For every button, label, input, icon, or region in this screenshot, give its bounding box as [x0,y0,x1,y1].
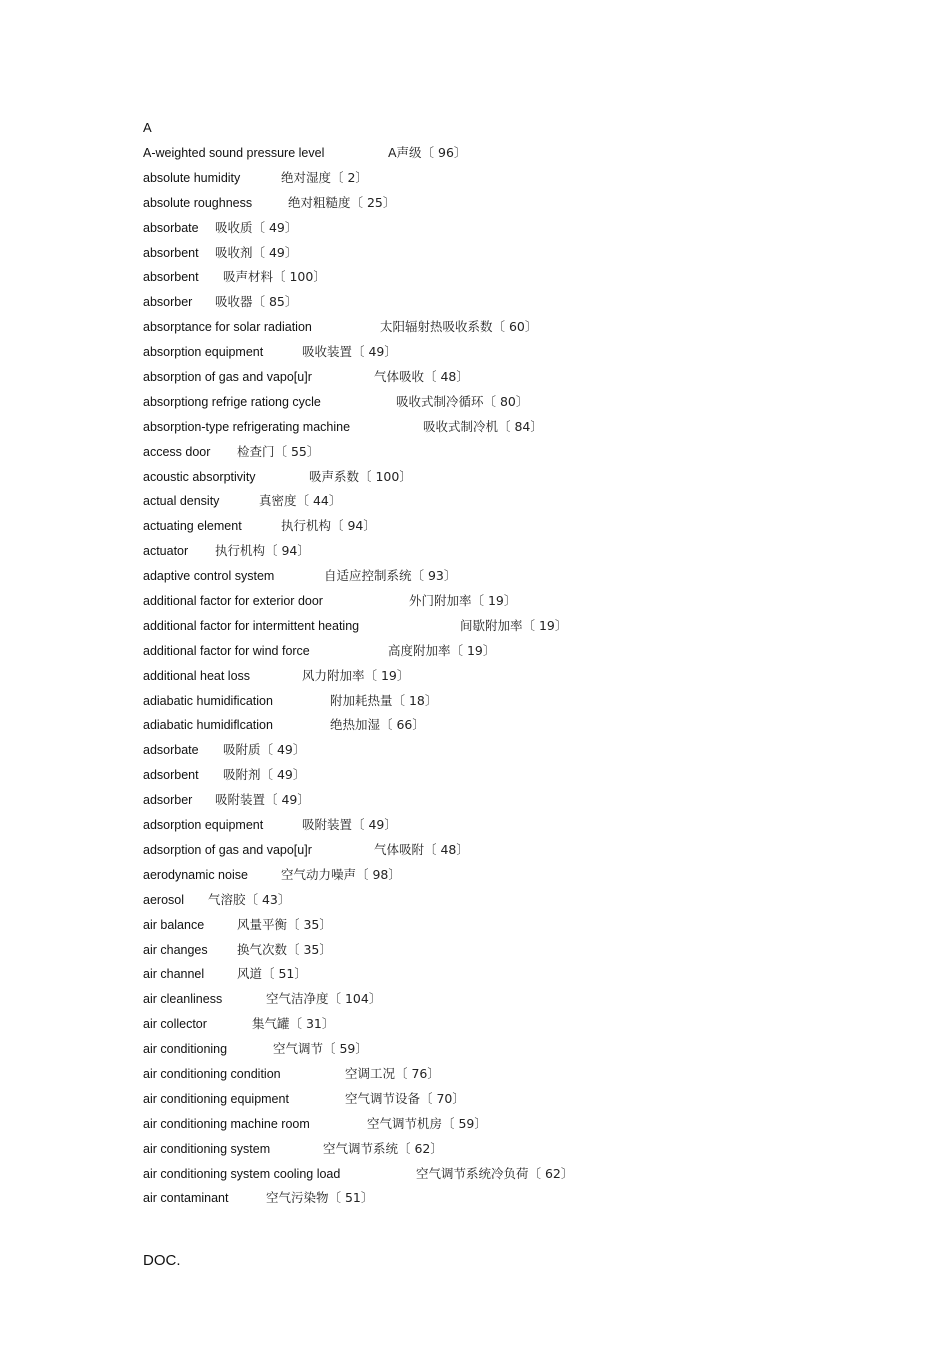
entry-translation: 绝对粗糙度〔 25〕 [288,194,396,210]
entry-term: additional factor for intermittent heating [143,618,360,633]
entry-term: air cleanliness [143,992,223,1007]
entry-translation: 风力附加率〔 19〕 [302,667,410,683]
glossary-entry [143,916,903,941]
glossary-entry [143,1065,903,1090]
entry-term: additional factor for exterior door [143,594,323,609]
entry-term: adaptive control system [143,569,275,584]
glossary-entry [143,642,903,667]
entry-translation: 绝热加湿〔 66〕 [330,717,425,733]
entry-translation: 空调工况〔 76〕 [345,1065,440,1081]
entry-translation: 吸附装置〔 49〕 [215,792,310,808]
entry-term: air conditioning condition [143,1066,281,1081]
entry-translation: 气体吸附〔 48〕 [374,841,469,857]
entry-translation: 执行机构〔 94〕 [215,543,310,559]
glossary-entry [143,1165,903,1190]
entry-term: absorptiong refrige rationg cycle [143,394,321,409]
entry-term: air conditioning system cooling load [143,1166,341,1181]
entry-term: additional heat loss [143,668,251,683]
glossary-entry [143,791,903,816]
entry-term: adiabatic humidiflcation [143,718,273,733]
glossary-entry [143,219,903,244]
entry-term: A-weighted sound pressure level [143,146,325,160]
glossary-entry [143,716,903,741]
entry-translation: 气溶胶〔 43〕 [208,891,291,907]
glossary-entry [143,169,903,194]
entry-term: aerodynamic noise [143,867,248,882]
entry-translation: 间歇附加率〔 19〕 [460,617,568,633]
entry-translation: 空气洁净度〔 104〕 [266,991,382,1007]
glossary-entry [143,941,903,966]
glossary-entry [143,144,903,169]
entry-translation: 吸附装置〔 49〕 [302,817,397,833]
glossary-entry [143,766,903,791]
entry-term: access door [143,444,211,459]
entry-term: air changes [143,942,208,957]
entry-translation: 换气次数〔 35〕 [237,941,332,957]
glossary-entry [143,293,903,318]
entry-term: actual density [143,494,220,509]
entry-term: absorbent [143,245,199,260]
entry-translation: 吸收剂〔 49〕 [215,244,298,260]
glossary-entry [143,592,903,617]
glossary-entry [143,617,903,642]
glossary-entry [143,1015,903,1040]
glossary-entry [143,244,903,269]
entry-term: adiabatic humidification [143,693,273,708]
entry-term: acoustic absorptivity [143,469,256,484]
glossary-entry [143,841,903,866]
entry-term: air conditioning equipment [143,1091,289,1106]
glossary-entry [143,741,903,766]
glossary-entry [143,1115,903,1140]
entry-translation: 风道〔 51〕 [237,966,307,982]
glossary-entry [143,468,903,493]
glossary-entry [143,866,903,891]
glossary-entry [143,268,903,293]
entry-translation: 高度附加率〔 19〕 [388,642,496,658]
footer-text: DOC. [143,1252,181,1269]
entry-term: air conditioning machine room [143,1116,310,1131]
entry-term: absorption-type refrigerating machine [143,419,351,434]
glossary-entry [143,318,903,343]
entry-term: actuator [143,544,189,559]
entry-translation: 绝对湿度〔 2〕 [281,169,368,185]
glossary-entry [143,692,903,717]
entry-translation: 执行机构〔 94〕 [281,518,376,534]
entry-translation: 空气调节系统冷负荷〔 62〕 [416,1165,574,1181]
entry-term: air conditioning [143,1042,228,1057]
entry-translation: 吸收器〔 85〕 [215,294,298,310]
entry-translation: 空气调节设备〔 70〕 [345,1090,465,1106]
entry-translation: 气体吸收〔 48〕 [374,369,469,385]
glossary-entry [143,891,903,916]
glossary-entry [143,816,903,841]
glossary-entry [143,393,903,418]
entry-translation: 吸收装置〔 49〕 [302,344,397,360]
entry-translation: 吸收式制冷循环〔 80〕 [396,393,529,409]
glossary-entry [143,517,903,542]
entry-translation: 吸声材料〔 100〕 [223,269,326,285]
entry-term: absorptance for solar radiation [143,320,312,335]
entry-translation: 检查门〔 55〕 [237,443,320,459]
entry-term: absolute roughness [143,195,253,210]
entry-term: air conditioning system [143,1141,271,1156]
entry-translation: 真密度〔 44〕 [259,493,342,509]
entry-term: adsorbent [143,768,199,783]
entry-translation: 太阳辐射热吸收系数〔 60〕 [380,319,538,335]
glossary-entry [143,1040,903,1065]
glossary-entry [143,1140,903,1165]
entry-translation: 吸声系数〔 100〕 [309,468,412,484]
entry-translation: 空气调节〔 59〕 [273,1041,368,1057]
entry-translation: 空气动力噪声〔 98〕 [281,866,401,882]
entry-translation: 风量平衡〔 35〕 [237,916,332,932]
glossary-entry [143,567,903,592]
entry-translation: 外门附加率〔 19〕 [409,593,517,609]
entry-term: air channel [143,967,205,982]
entry-term: adsorber [143,793,193,808]
entry-translation: A声级〔 96〕 [388,145,467,160]
glossary-entry [143,542,903,567]
entry-term: additional factor for wind force [143,643,310,658]
entry-term: air collector [143,1017,207,1032]
entry-term: absorbent [143,270,199,285]
glossary-entry [143,965,903,990]
entry-translation: 自适应控制系统〔 93〕 [324,568,457,584]
entry-term: air balance [143,917,205,932]
entry-translation: 吸收质〔 49〕 [215,219,298,235]
glossary-entry [143,492,903,517]
entry-term: aerosol [143,892,184,907]
entry-translation: 吸附质〔 49〕 [223,742,306,758]
entry-term: adsorbate [143,743,199,758]
entry-term: absorption equipment [143,345,264,360]
section-letter: A [143,120,152,135]
entry-term: air contaminant [143,1191,229,1206]
entry-translation: 吸收式制冷机〔 84〕 [423,418,543,434]
entry-term: absolute humidity [143,170,241,185]
entry-translation: 附加耗热量〔 18〕 [330,692,438,708]
glossary-entry [143,368,903,393]
glossary-entry [143,1090,903,1115]
glossary-entry [143,990,903,1015]
glossary-entry [143,343,903,368]
entry-term: absorber [143,295,193,310]
entry-translation: 集气罐〔 31〕 [252,1016,335,1032]
entry-term: actuating element [143,519,242,534]
glossary-list [143,144,903,1214]
glossary-entry [143,1189,903,1214]
entry-translation: 空气污染物〔 51〕 [266,1190,374,1206]
glossary-entry [143,194,903,219]
entry-term: absorption of gas and vapo[u]r [143,370,312,385]
glossary-entry [143,667,903,692]
entry-term: adsorption equipment [143,818,264,833]
entry-translation: 吸附剂〔 49〕 [223,767,306,783]
entry-term: absorbate [143,220,199,235]
glossary-entry [143,418,903,443]
entry-translation: 空气调节机房〔 59〕 [367,1115,487,1131]
glossary-entry [143,443,903,468]
entry-term: adsorption of gas and vapo[u]r [143,842,312,857]
entry-translation: 空气调节系统〔 62〕 [323,1140,443,1156]
